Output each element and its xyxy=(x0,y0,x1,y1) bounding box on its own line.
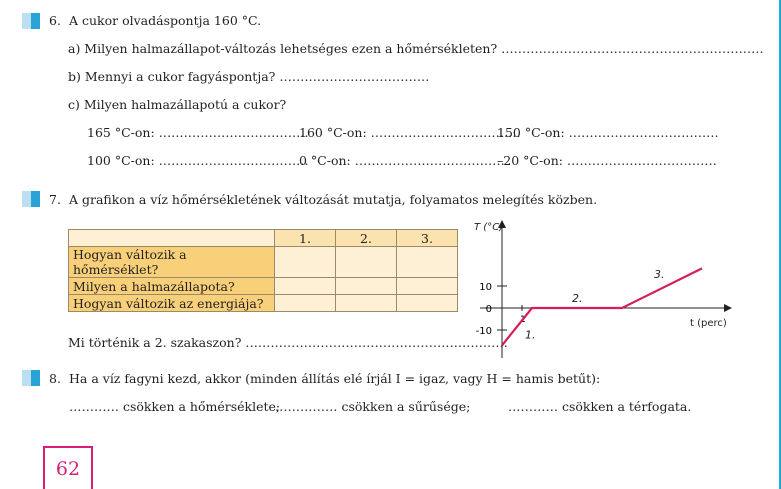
y-tick-label: -10 xyxy=(475,326,492,337)
x-tick-label: 1 xyxy=(520,315,526,325)
y-tick-label: 10 xyxy=(479,282,492,293)
question-7-stem: A grafikon a víz hőmérsékletének változását mutatja, folyamatos melegítés közben. xyxy=(69,192,598,207)
table-corner xyxy=(69,230,275,247)
row-label: Hogyan változik a hőmérséklet? xyxy=(69,247,275,278)
answer-cell[interactable] xyxy=(275,295,336,312)
answer-table xyxy=(68,229,458,312)
y-tick-label: 0 xyxy=(485,304,492,315)
segment-label: 3. xyxy=(654,268,665,282)
answer-cell[interactable] xyxy=(336,278,397,295)
true-false-item[interactable]: …………… csökken a sűrűsége; xyxy=(275,399,471,414)
table-row xyxy=(69,247,458,278)
segment-label: 2. xyxy=(572,292,583,305)
question-8-number: 8. xyxy=(49,371,61,386)
answer-cell[interactable] xyxy=(275,247,336,278)
answer-blank[interactable]: 100 °C-on: ……………………………… xyxy=(87,153,309,168)
answer-blank[interactable]: 150 °C-on: ……………………………… xyxy=(497,125,719,140)
page-number-box xyxy=(43,446,93,489)
question-6a: a) Milyen halmazállapot-változás lehetséges ezen a hőmérsékleten? ……………………………………………………… xyxy=(68,41,764,56)
table-header: 2. xyxy=(336,230,397,247)
true-false-item[interactable]: ………… csökken a hőmérséklete; xyxy=(69,399,281,414)
question-8-stem: Ha a víz fagyni kezd, akkor (minden állítás elé írjál I = igaz, vagy H = hamis betűt): xyxy=(69,371,601,386)
question-7-followup: Mi történik a 2. szakaszon? ……………………………………………………… xyxy=(68,335,508,350)
answer-cell[interactable] xyxy=(275,278,336,295)
temperature-chart xyxy=(440,210,740,360)
true-false-item[interactable]: ………… csökken a térfogata. xyxy=(508,399,692,414)
table-header: 3. xyxy=(397,230,458,247)
answer-blank[interactable]: 165 °C-on: ……………………………… xyxy=(87,125,309,140)
answer-cell[interactable] xyxy=(336,295,397,312)
y-axis-label: T (°C) xyxy=(474,222,504,233)
question-marker-icon xyxy=(22,370,40,386)
answer-blank[interactable]: 0 °C-on: ……………………………… xyxy=(299,153,505,168)
question-marker-icon xyxy=(22,191,40,207)
question-7-number: 7. xyxy=(49,192,61,207)
segment-label: 1. xyxy=(525,328,536,342)
answer-cell[interactable] xyxy=(336,247,397,278)
question-6-stem: A cukor olvadáspontja 160 °C. xyxy=(69,13,262,28)
table-row xyxy=(69,295,458,312)
table-header: 1. xyxy=(275,230,336,247)
table-row xyxy=(69,278,458,295)
question-6b: b) Mennyi a cukor fagyáspontja? ……………………………… xyxy=(68,69,430,84)
question-6c: c) Milyen halmazállapotú a cukor? xyxy=(68,97,287,112)
answer-blank[interactable]: 160 °C-on: ……………………………… xyxy=(299,125,521,140)
page-number: 62 xyxy=(55,458,81,480)
row-label: Milyen a halmazállapota? xyxy=(69,278,275,295)
question-6-number: 6. xyxy=(49,13,61,28)
x-axis-label: t (perc) xyxy=(690,318,727,329)
row-label: Hogyan változik az energiája? xyxy=(69,295,275,312)
question-marker-icon xyxy=(22,13,40,29)
answer-blank[interactable]: –20 °C-on: ……………………………… xyxy=(497,153,717,168)
